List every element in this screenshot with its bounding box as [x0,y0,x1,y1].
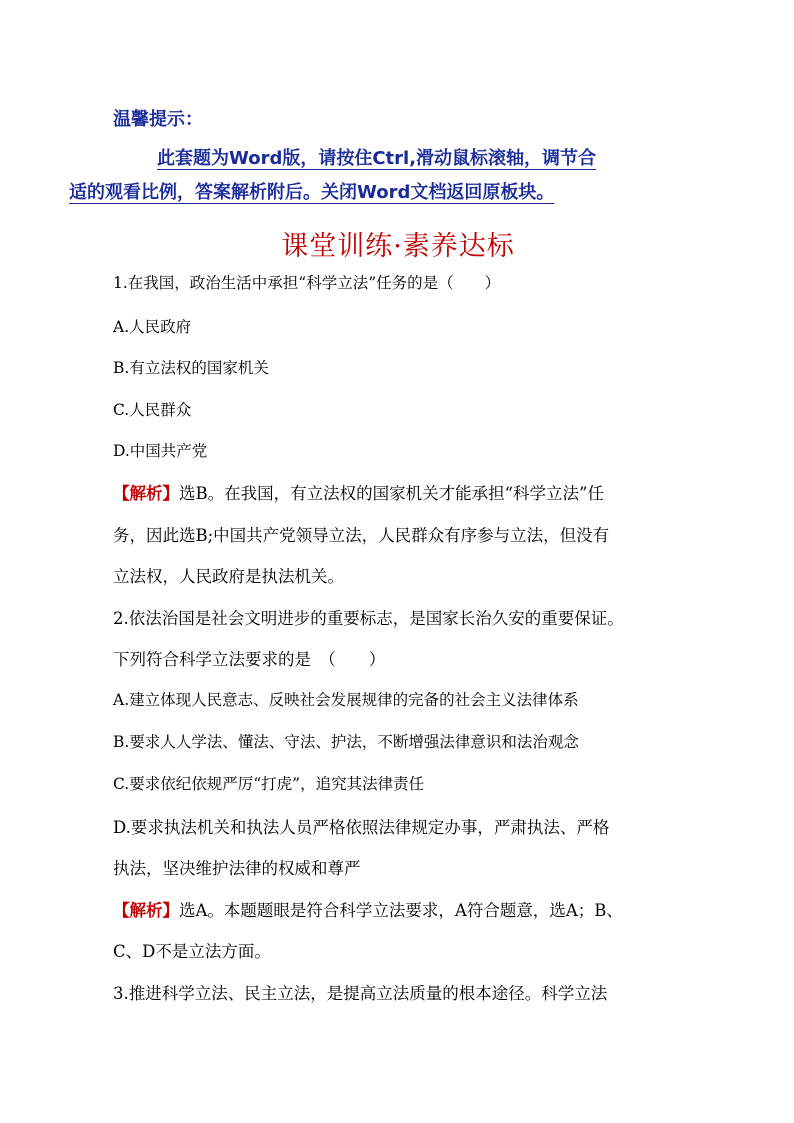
question-2-option-b: B.要求人人学法、懂法、守法、护法，不断增强法律意识和法治观念 [113,733,579,751]
question-1-analysis-line-2: 务，因此选B;中国共产党领导立法，人民群众有序参与立法，但没有 [113,526,610,545]
question-3-stem-line-1: 3.推进科学立法、民主立法，是提高立法质量的根本途径。科学立法 [113,984,608,1003]
question-2-option-a: A.建立体现人民意志、反映社会发展规律的完备的社会主义法律体系 [113,691,579,709]
section-title: 课堂训练·素养达标 [281,231,515,262]
tip-line-1: 此套题为Word版，请按住Ctrl,滑动鼠标滚轴，调节合 [157,148,597,169]
question-1-analysis-line-1 [113,480,683,504]
question-1-option-b: B.有立法权的国家机关 [113,359,269,377]
question-1-option-c: C.人民群众 [113,401,192,419]
question-1-option-d: D.中国共产党 [113,442,208,460]
tip-title: 温馨提示： [113,109,203,130]
tip-line-2: 适的观看比例，答案解析附后。关闭Word文档返回原板块。 [69,182,555,203]
question-2-option-d-line-2: 执法，坚决维护法律的权威和尊严 [113,859,361,878]
question-2-option-c: C.要求依纪依规严厉“打虎”，追究其法律责任 [113,775,425,793]
question-1-analysis-line-3: 立法权，人民政府是执法机关。 [113,567,344,586]
question-2-analysis-line-1 [113,897,683,921]
question-2-stem-line-2: 下列符合科学立法要求的是 （ ） [113,650,386,669]
tip-body [69,142,683,210]
question-2-stem-line-1: 2.依法治国是社会文明进步的重要标志，是国家长治久安的重要保证。 [113,609,624,628]
analysis-text: 选A。本题题眼是符合科学立法要求，A符合题意，选A；B、 [179,901,623,920]
analysis-text: 选B。在我国，有立法权的国家机关才能承担“科学立法”任 [179,484,604,503]
question-1-stem: 1.在我国，政治生活中承担“科学立法”任务的是（ ） [113,274,501,292]
question-2-option-d-line-1: D.要求执法机关和执法人员严格依照法律规定办事，严肃执法、严格 [113,818,610,837]
analysis-tag: 【解析】 [113,484,179,503]
question-1-option-a: A.人民政府 [113,318,192,336]
question-2-analysis-line-2: C、D不是立法方面。 [113,942,271,961]
analysis-tag: 【解析】 [113,901,179,920]
